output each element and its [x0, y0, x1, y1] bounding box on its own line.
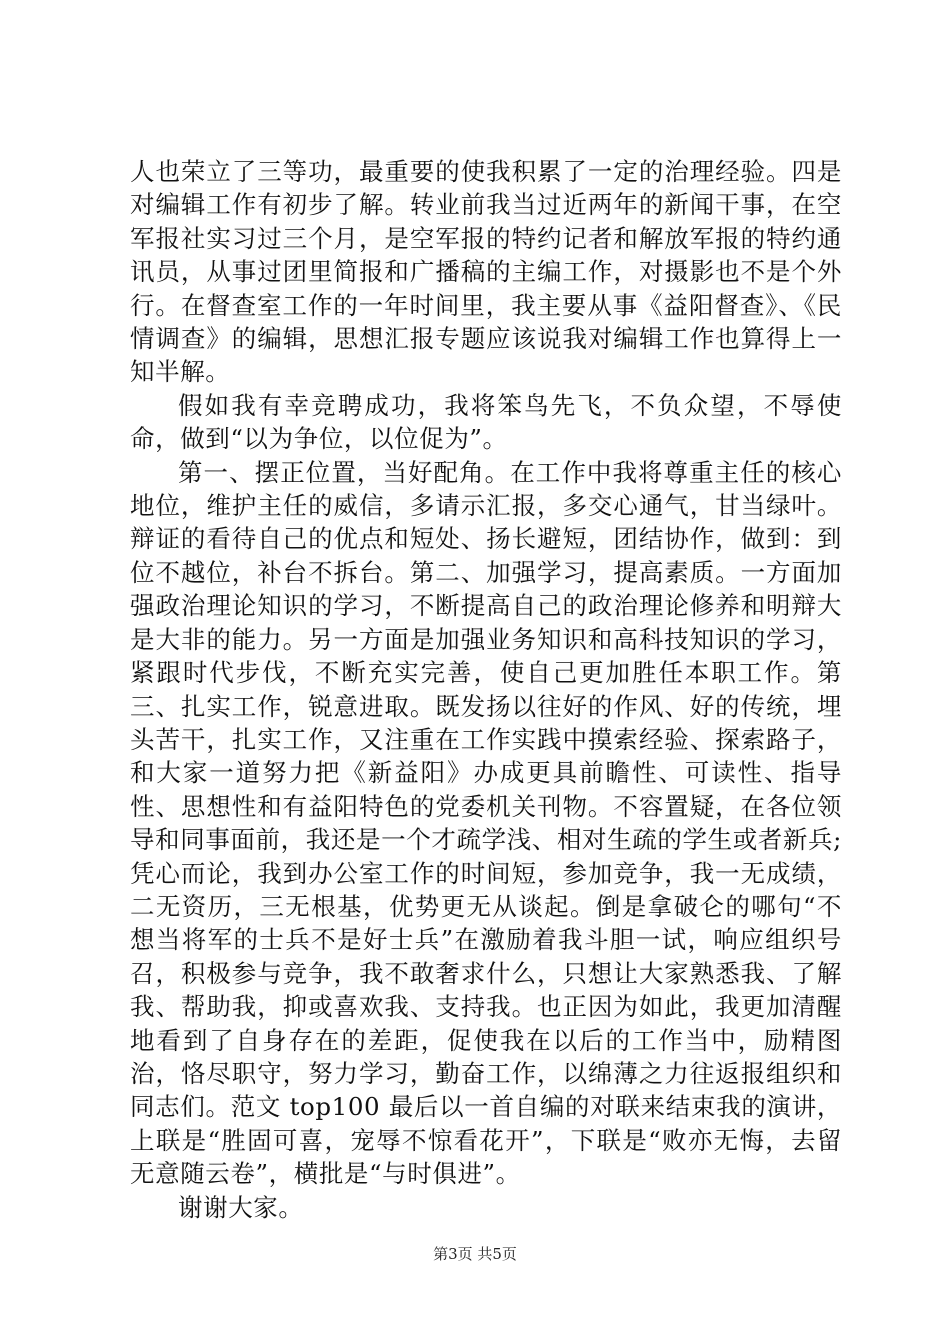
paragraph-pledge: 假如我有幸竞聘成功，我将笨鸟先飞，不负众望，不辱使命，做到“以为争位，以位促为”。	[130, 390, 842, 454]
page-footer: 第3页 共5页	[433, 1245, 517, 1263]
paragraph-thanks: 谢谢大家。	[178, 1192, 304, 1222]
document-body	[130, 155, 842, 1224]
paragraph-plans: 第一、摆正位置，当好配角。在工作中我将尊重主任的核心地位，维护主任的威信，多请示汇报，多交心通气，甘当绿叶。辩证的看待自己的优点和短处、扬长避短，团结协作，做到：到位不越位，补台不拆台。第二、加强学习，提高素质。一方面加强政治理论知识的学习，不断提高自己的政治理论修养和明辩大是大非的能力。另一方面是加强业务知识和高科技知识的学习，紧跟时代步伐，不断充实完善，使自己更加胜任本职工作。第三、扎实工作，锐意进取。既发扬以往好的作风、好的传统，埋头苦干，扎实工作，又注重在工作实践中摸索经验、探索路子，和大家一道努力把《新益阳》办成更具前瞻性、可读性、指导性、思想性和有益阳特色的党委机关刊物。不容置疑，在各位领导和同事面前，我还是一个才疏学浅、相对生疏的学生或者新兵;凭心而论，我到办公室工作的时间短，参加竞争，我一无成绩，二无资历，三无根基，优势更无从谈起。倒是拿破仑的哪句“不想当将军的士兵不是好士兵”在激励着我斗胆一试，响应组织号召，积极参与竞争，我不敢奢求什么，只想让大家熟悉我、了解我、帮助我，抑或喜欢我、支持我。也正因为如此，我更加清醒地看到了自身存在的差距，促使我在以后的工作当中，励精图治，恪尽职守，努力学习，勤奋工作，以绵薄之力往返报组织和同志们。范文 top100 最后以一首自编的对联来结束我的演讲，上联是“胜固可喜，宠辱不惊看花开”，下联是“败亦无悔，去留无意随云卷”，横批是“与时俱进”。	[130, 457, 842, 1189]
paragraph-continuation: 人也荣立了三等功，最重要的使我积累了一定的治理经验。四是对编辑工作有初步了解。转业前我当过近两年的新闻干事，在空军报社实习过三个月，是空军报的特约记者和解放军报的特约通讯员，从事过团里简报和广播稿的主编工作，对摄影也不是个外行。在督查室工作的一年时间里，我主要从事《益阳督查》、《民情调查》的编辑，思想汇报专题应该说我对编辑工作也算得上一知半解。	[130, 157, 842, 387]
